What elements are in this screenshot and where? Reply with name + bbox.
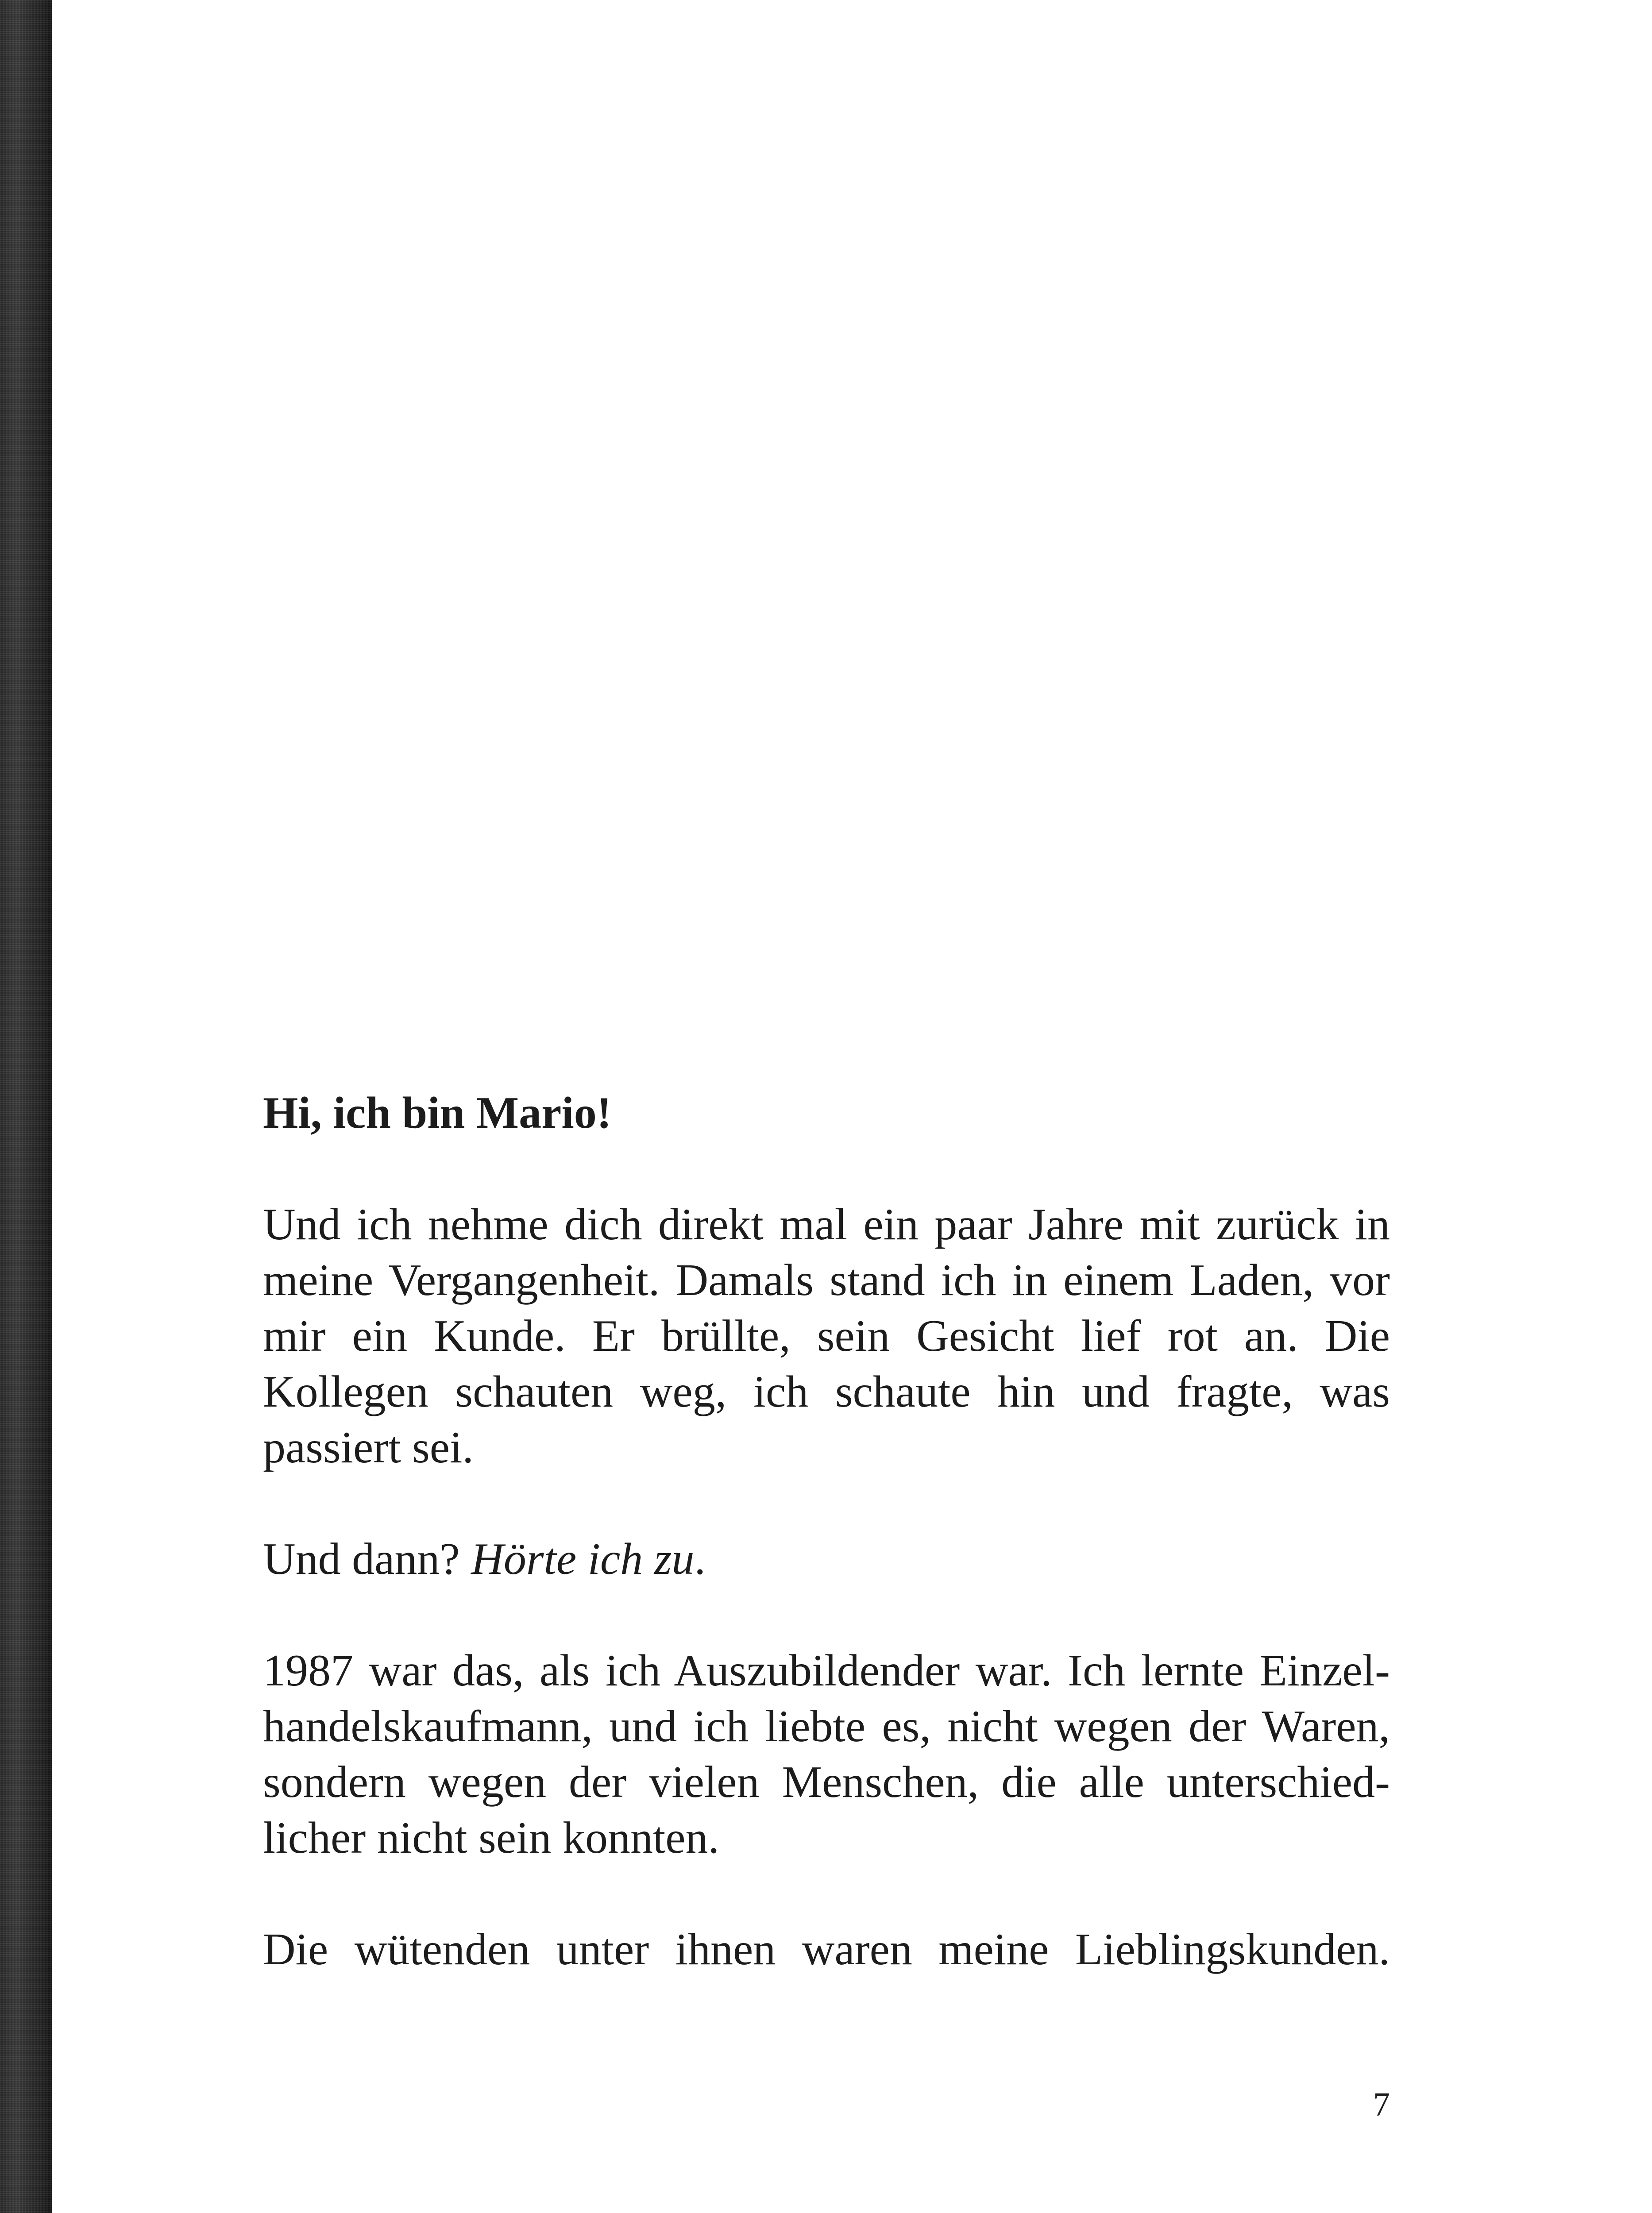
page-number: 7 bbox=[1373, 2086, 1390, 2123]
paragraph-listening bbox=[263, 1531, 1390, 1587]
emphasis-text: Hörte ich zu bbox=[471, 1534, 695, 1584]
paragraph-listening-end: . bbox=[694, 1534, 706, 1584]
page-body bbox=[263, 1085, 1390, 1978]
paragraph-apprenticeship: 1987 war das, als ich Auszubildender war. Ich lernte Einzelhandelskaufmann, und ich liebte es, nicht wegen der Waren, sondern wegen der vielen Menschen, die alle unterschiedlicher nicht sein konnten. bbox=[263, 1646, 1390, 1863]
section-heading: Hi, ich bin Mario! bbox=[263, 1088, 612, 1138]
book-spine-shadow bbox=[0, 0, 52, 2213]
paragraph-favorite-customers: Die wütenden unter ihnen waren meine Lieblingskunden. bbox=[263, 1924, 1390, 1974]
paragraph-listening-lead: Und dann? bbox=[263, 1534, 471, 1584]
paragraph-intro: Und ich nehme dich direkt mal ein paar Jahre mit zurück in meine Vergangenheit. Damals stand ich in einem Laden, vor mir ein Kunde. Er brüllte, sein Gesicht lief rot an. Die Kollegen schauten weg, ich schaute hin und fragte, was passiert sei. bbox=[263, 1199, 1390, 1473]
